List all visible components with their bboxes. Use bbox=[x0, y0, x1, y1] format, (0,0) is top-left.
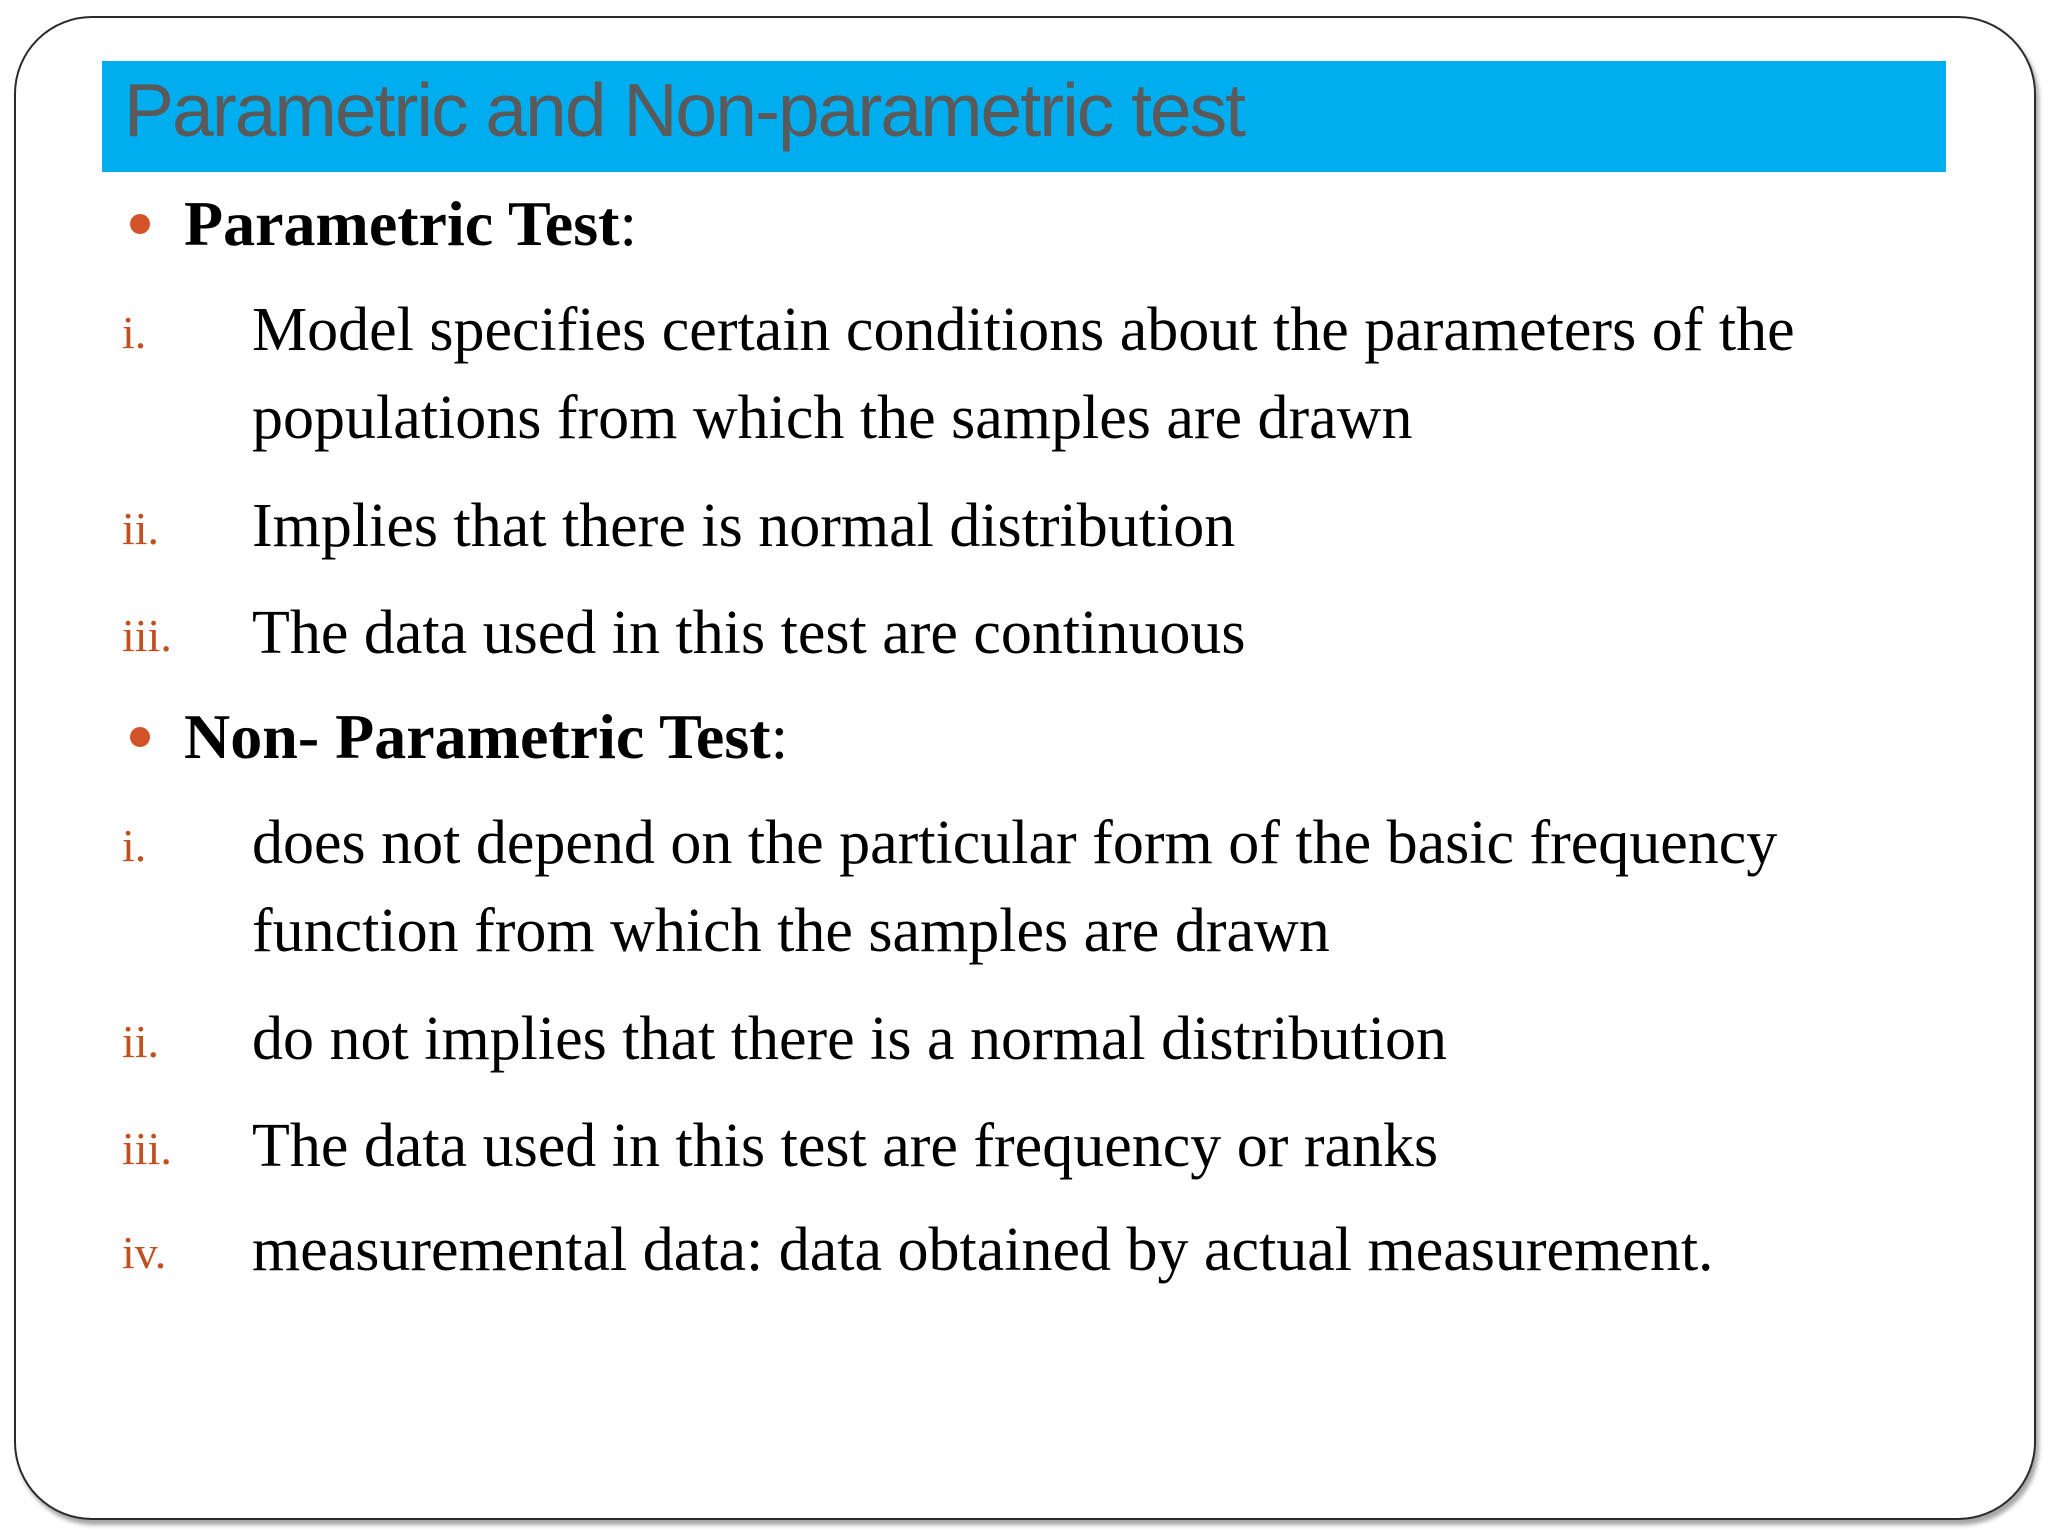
heading-text: Parametric Test bbox=[184, 188, 620, 259]
list-item-line: Model specifies certain conditions about the parameters of the bbox=[252, 296, 1795, 364]
list-item-line: The data used in this test are frequency or ranks bbox=[252, 1112, 1439, 1180]
heading-colon: : bbox=[619, 188, 638, 259]
list-marker: ii. bbox=[122, 1016, 160, 1067]
list-marker: i. bbox=[122, 307, 147, 358]
list-item-line: do not implies that there is a normal distribution bbox=[252, 1005, 1448, 1073]
slide-title: Parametric and Non-parametric test bbox=[124, 68, 1244, 152]
section-heading-parametric bbox=[184, 188, 637, 260]
list-marker: iii. bbox=[122, 1123, 172, 1174]
section-heading-non-parametric bbox=[184, 701, 788, 773]
list-marker: i. bbox=[122, 820, 147, 871]
list-item-line: Implies that there is normal distribution bbox=[252, 492, 1236, 560]
bullet-dot-icon bbox=[130, 727, 150, 747]
list-item-line: function from which the samples are drawn bbox=[252, 897, 1330, 965]
list-marker: iii. bbox=[122, 610, 172, 661]
heading-colon: : bbox=[770, 701, 789, 772]
heading-text: Non- Parametric Test bbox=[184, 701, 771, 772]
list-item-line: measuremental data: data obtained by actual measurement. bbox=[252, 1216, 1714, 1284]
list-item-line: The data used in this test are continuous bbox=[252, 599, 1246, 667]
bullet-dot-icon bbox=[130, 214, 150, 234]
list-marker: iv. bbox=[122, 1227, 167, 1278]
list-item-line: populations from which the samples are drawn bbox=[252, 384, 1413, 452]
list-item-line: does not depend on the particular form of the basic frequency bbox=[252, 809, 1778, 877]
list-marker: ii. bbox=[122, 503, 160, 554]
